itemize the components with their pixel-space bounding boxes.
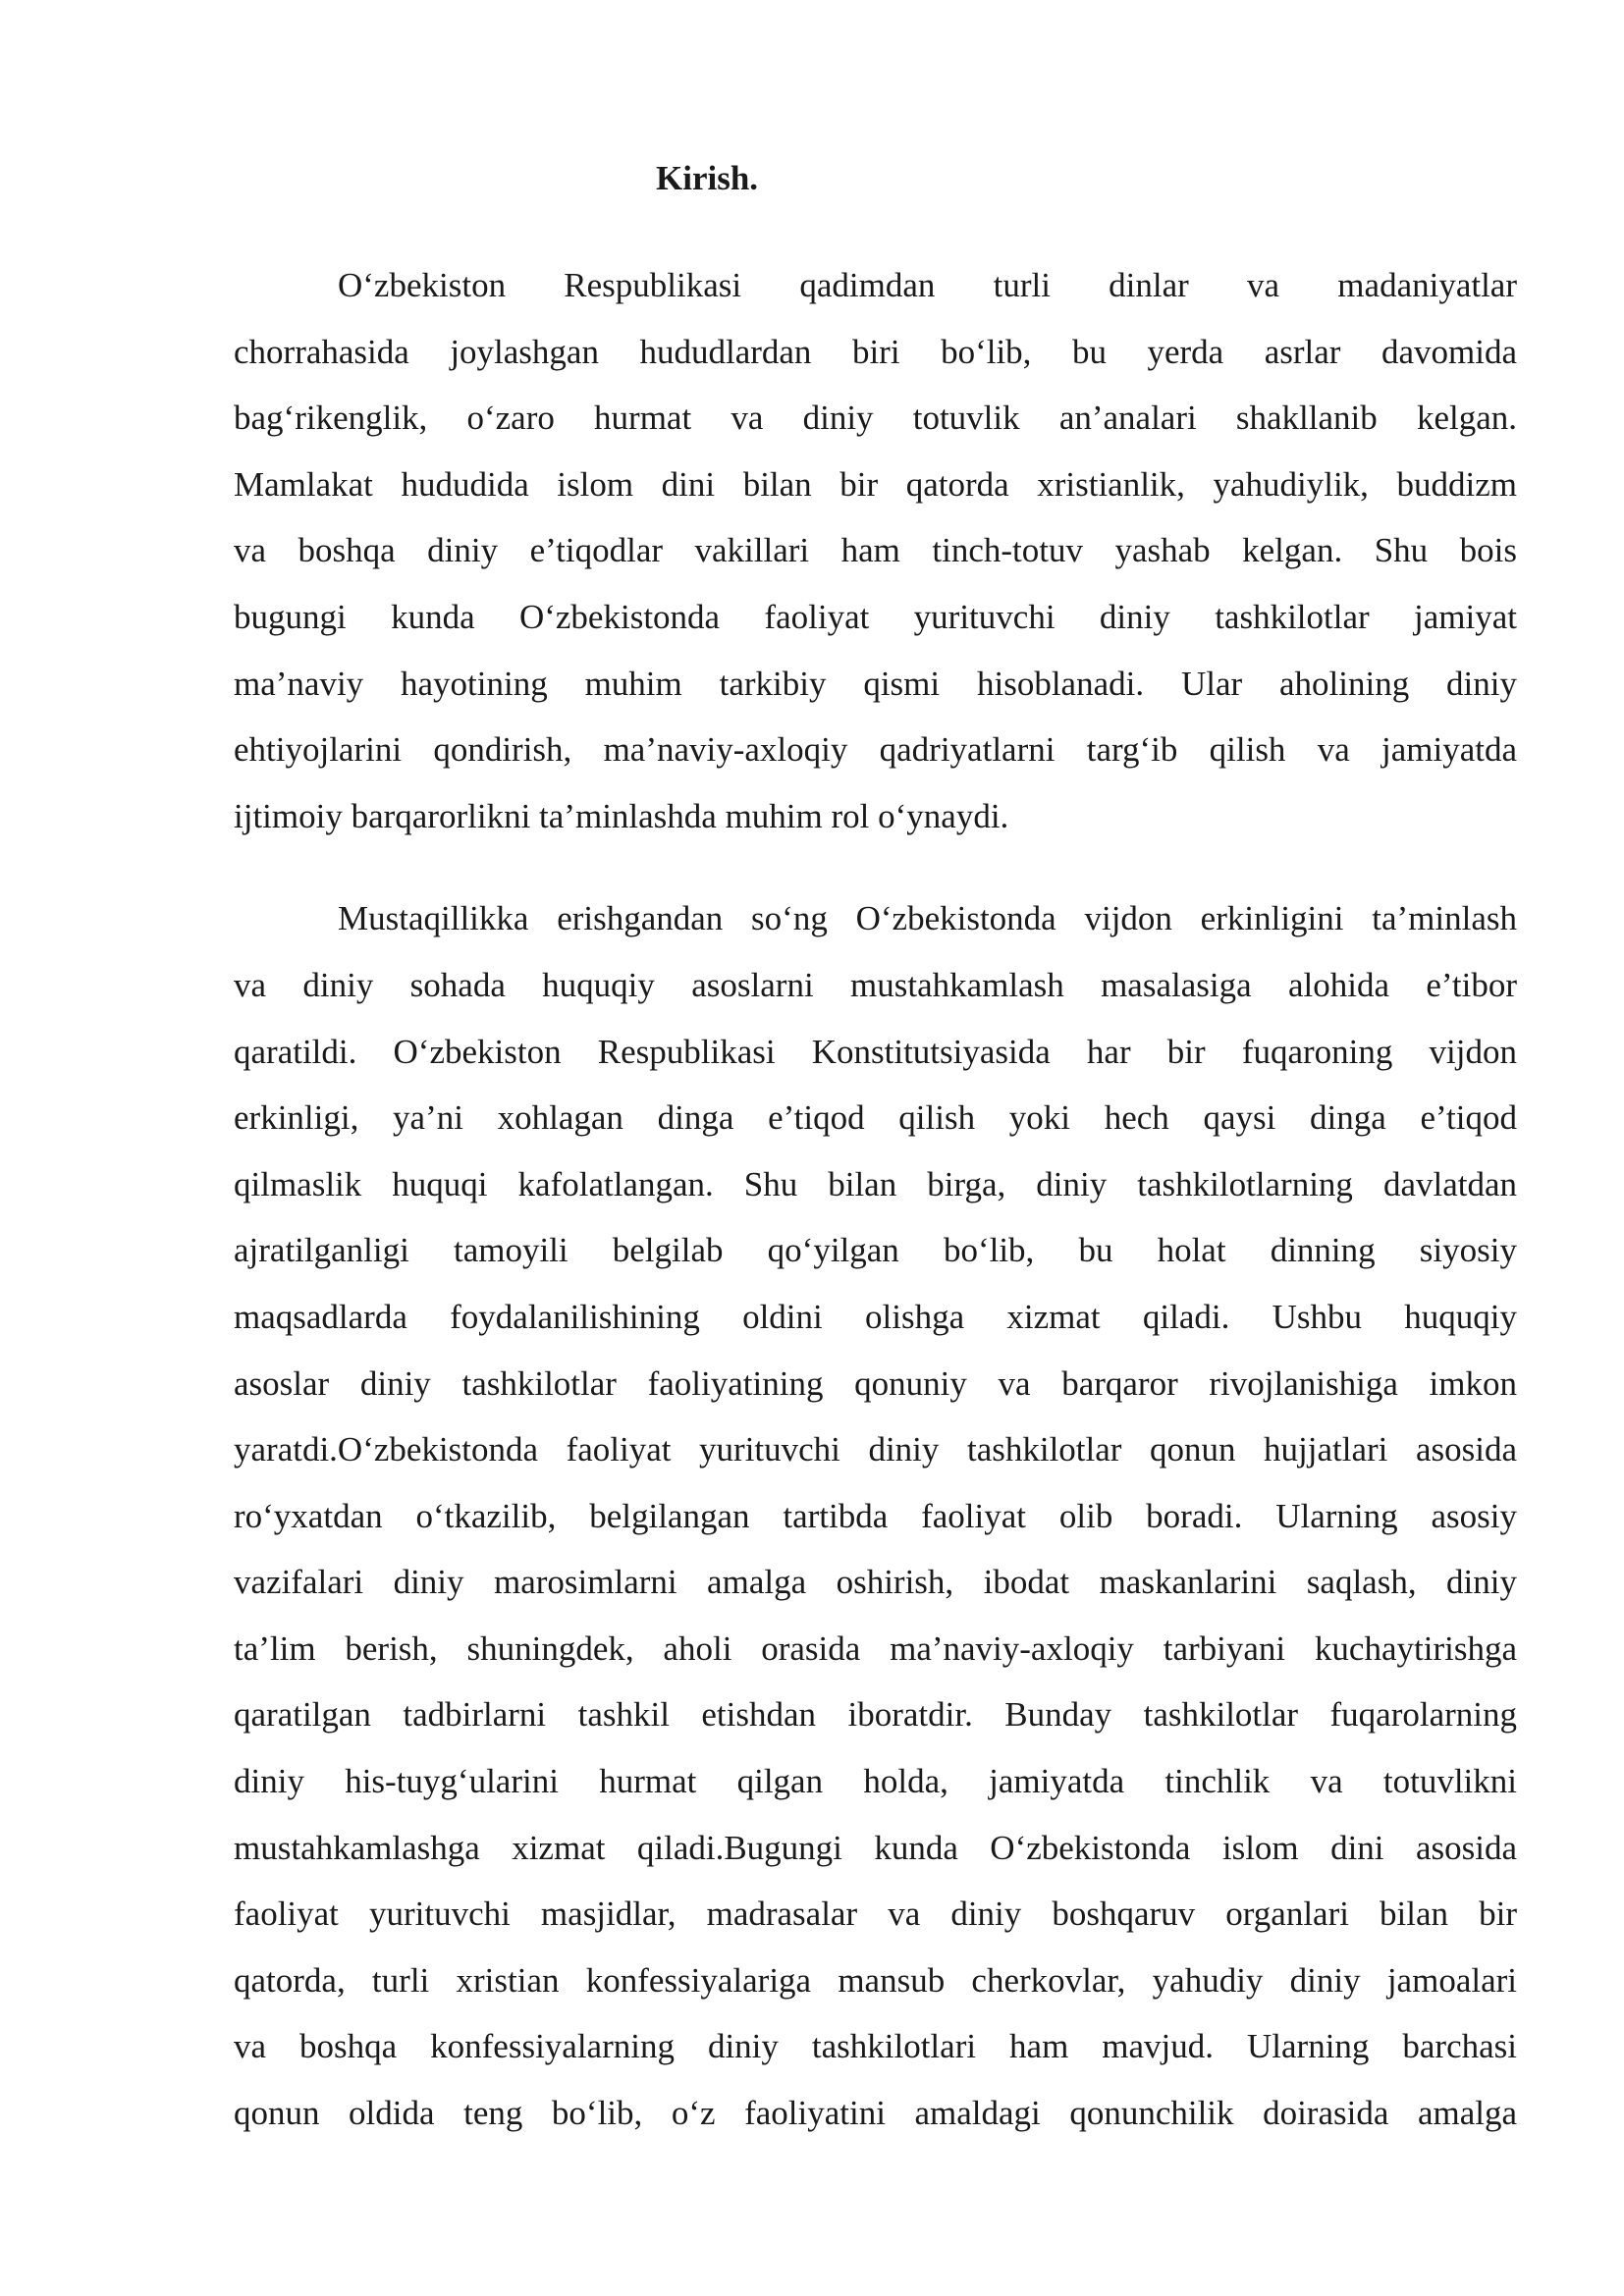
- text-line: va boshqa diniy e’tiqodlar vakillari ham tinch-totuv yashab kelgan. Shu bois: [234, 531, 1517, 570]
- text-line: faoliyat yurituvchi masjidlar, madrasalar va diniy boshqaruv organlari bilan bir: [234, 1895, 1517, 1934]
- paragraph-2: [234, 885, 1517, 2146]
- text-line: qatorda, turli xristian konfessiyalariga mansub cherkovlar, yahudiy diniy jamoalari: [234, 1960, 1517, 2000]
- text-line: ajratilganligi tamoyili belgilab qo‘yilgan bo‘lib, bu holat dinning siyosiy: [234, 1231, 1517, 1270]
- text-line: chorrahasida joylashgan hududlardan biri bo‘lib, bu yerda asrlar davomida: [234, 332, 1517, 371]
- text-line: diniy his-tuyg‘ularini hurmat qilgan holda, jamiyatda tinchlik va totuvlikni: [234, 1762, 1517, 1801]
- text-line: qaratilgan tadbirlarni tashkil etishdan iboratdir. Bunday tashkilotlar fuqarolarning: [234, 1695, 1517, 1735]
- text-line: va boshqa konfessiyalarning diniy tashkilotlari ham mavjud. Ularning barchasi: [234, 2027, 1517, 2066]
- text-line: bugungi kunda O‘zbekistonda faoliyat yurituvchi diniy tashkilotlar jamiyat: [234, 597, 1517, 636]
- paragraph-spacing: [234, 849, 1517, 885]
- document-body: [234, 252, 1517, 2147]
- text-line: qonun oldida teng bo‘lib, o‘z faoliyatini amaldagi qonunchilik doirasida amalga: [234, 2094, 1517, 2133]
- text-line: O‘zbekiston Respublikasi qadimdan turli dinlar va madaniyatlar: [338, 266, 1517, 304]
- text-line: ro‘yxatdan o‘tkazilib, belgilangan tartibda faoliyat olib boradi. Ularning asosiy: [234, 1496, 1517, 1535]
- text-line: qaratildi. O‘zbekiston Respublikasi Konstitutsiyasida har bir fuqaroning vijdon: [234, 1032, 1517, 1071]
- text-line: ehtiyojlarini qondirish, ma’naviy-axloqiy qadriyatlarni targ‘ib qilish va jamiyatda: [234, 730, 1517, 770]
- text-line: Mustaqillikka erishgandan so‘ng O‘zbekistonda vijdon erkinligini ta’minlash: [338, 899, 1517, 938]
- text-line: va diniy sohada huquqiy asoslarni mustahkamlash masalasiga alohida e’tibor: [234, 965, 1517, 1004]
- text-line: asoslar diniy tashkilotlar faoliyatining qonuniy va barqaror rivojlanishiga imkon: [234, 1363, 1517, 1403]
- text-line: yaratdi.O‘zbekistonda faoliyat yurituvchi diniy tashkilotlar qonun hujjatlari asosida: [234, 1430, 1517, 1469]
- text-line: ta’lim berish, shuningdek, aholi orasida ma’naviy-axloqiy tarbiyani kuchaytirishga: [234, 1629, 1517, 1668]
- paragraph-1: [234, 252, 1517, 849]
- page-title: Kirish.: [656, 159, 759, 197]
- text-line: bag‘rikenglik, o‘zaro hurmat va diniy totuvlik an’analari shakllanib kelgan.: [234, 399, 1517, 438]
- text-line: qilmaslik huquqi kafolatlangan. Shu bilan birga, diniy tashkilotlarning davlatdan: [234, 1164, 1517, 1203]
- text-line: vazifalari diniy marosimlarni amalga oshirish, ibodat maskanlarini saqlash, diniy: [234, 1563, 1517, 1602]
- text-line: maqsadlarda foydalanilishining oldini olishga xizmat qiladi. Ushbu huquqiy: [234, 1297, 1517, 1336]
- text-line: erkinligi, ya’ni xohlagan dinga e’tiqod qilish yoki hech qaysi dinga e’tiqod: [234, 1098, 1517, 1138]
- text-line: ma’naviy hayotining muhim tarkibiy qismi hisoblanadi. Ular aholining diniy: [234, 664, 1517, 703]
- text-line: Mamlakat hududida islom dini bilan bir qatorda xristianlik, yahudiylik, buddizm: [234, 464, 1517, 504]
- text-line: ijtimoiy barqarorlikni ta’minlashda muhim rol o‘ynaydi.: [234, 796, 1009, 835]
- text-line: mustahkamlashga xizmat qiladi.Bugungi kunda O‘zbekistonda islom dini asosida: [234, 1828, 1517, 1867]
